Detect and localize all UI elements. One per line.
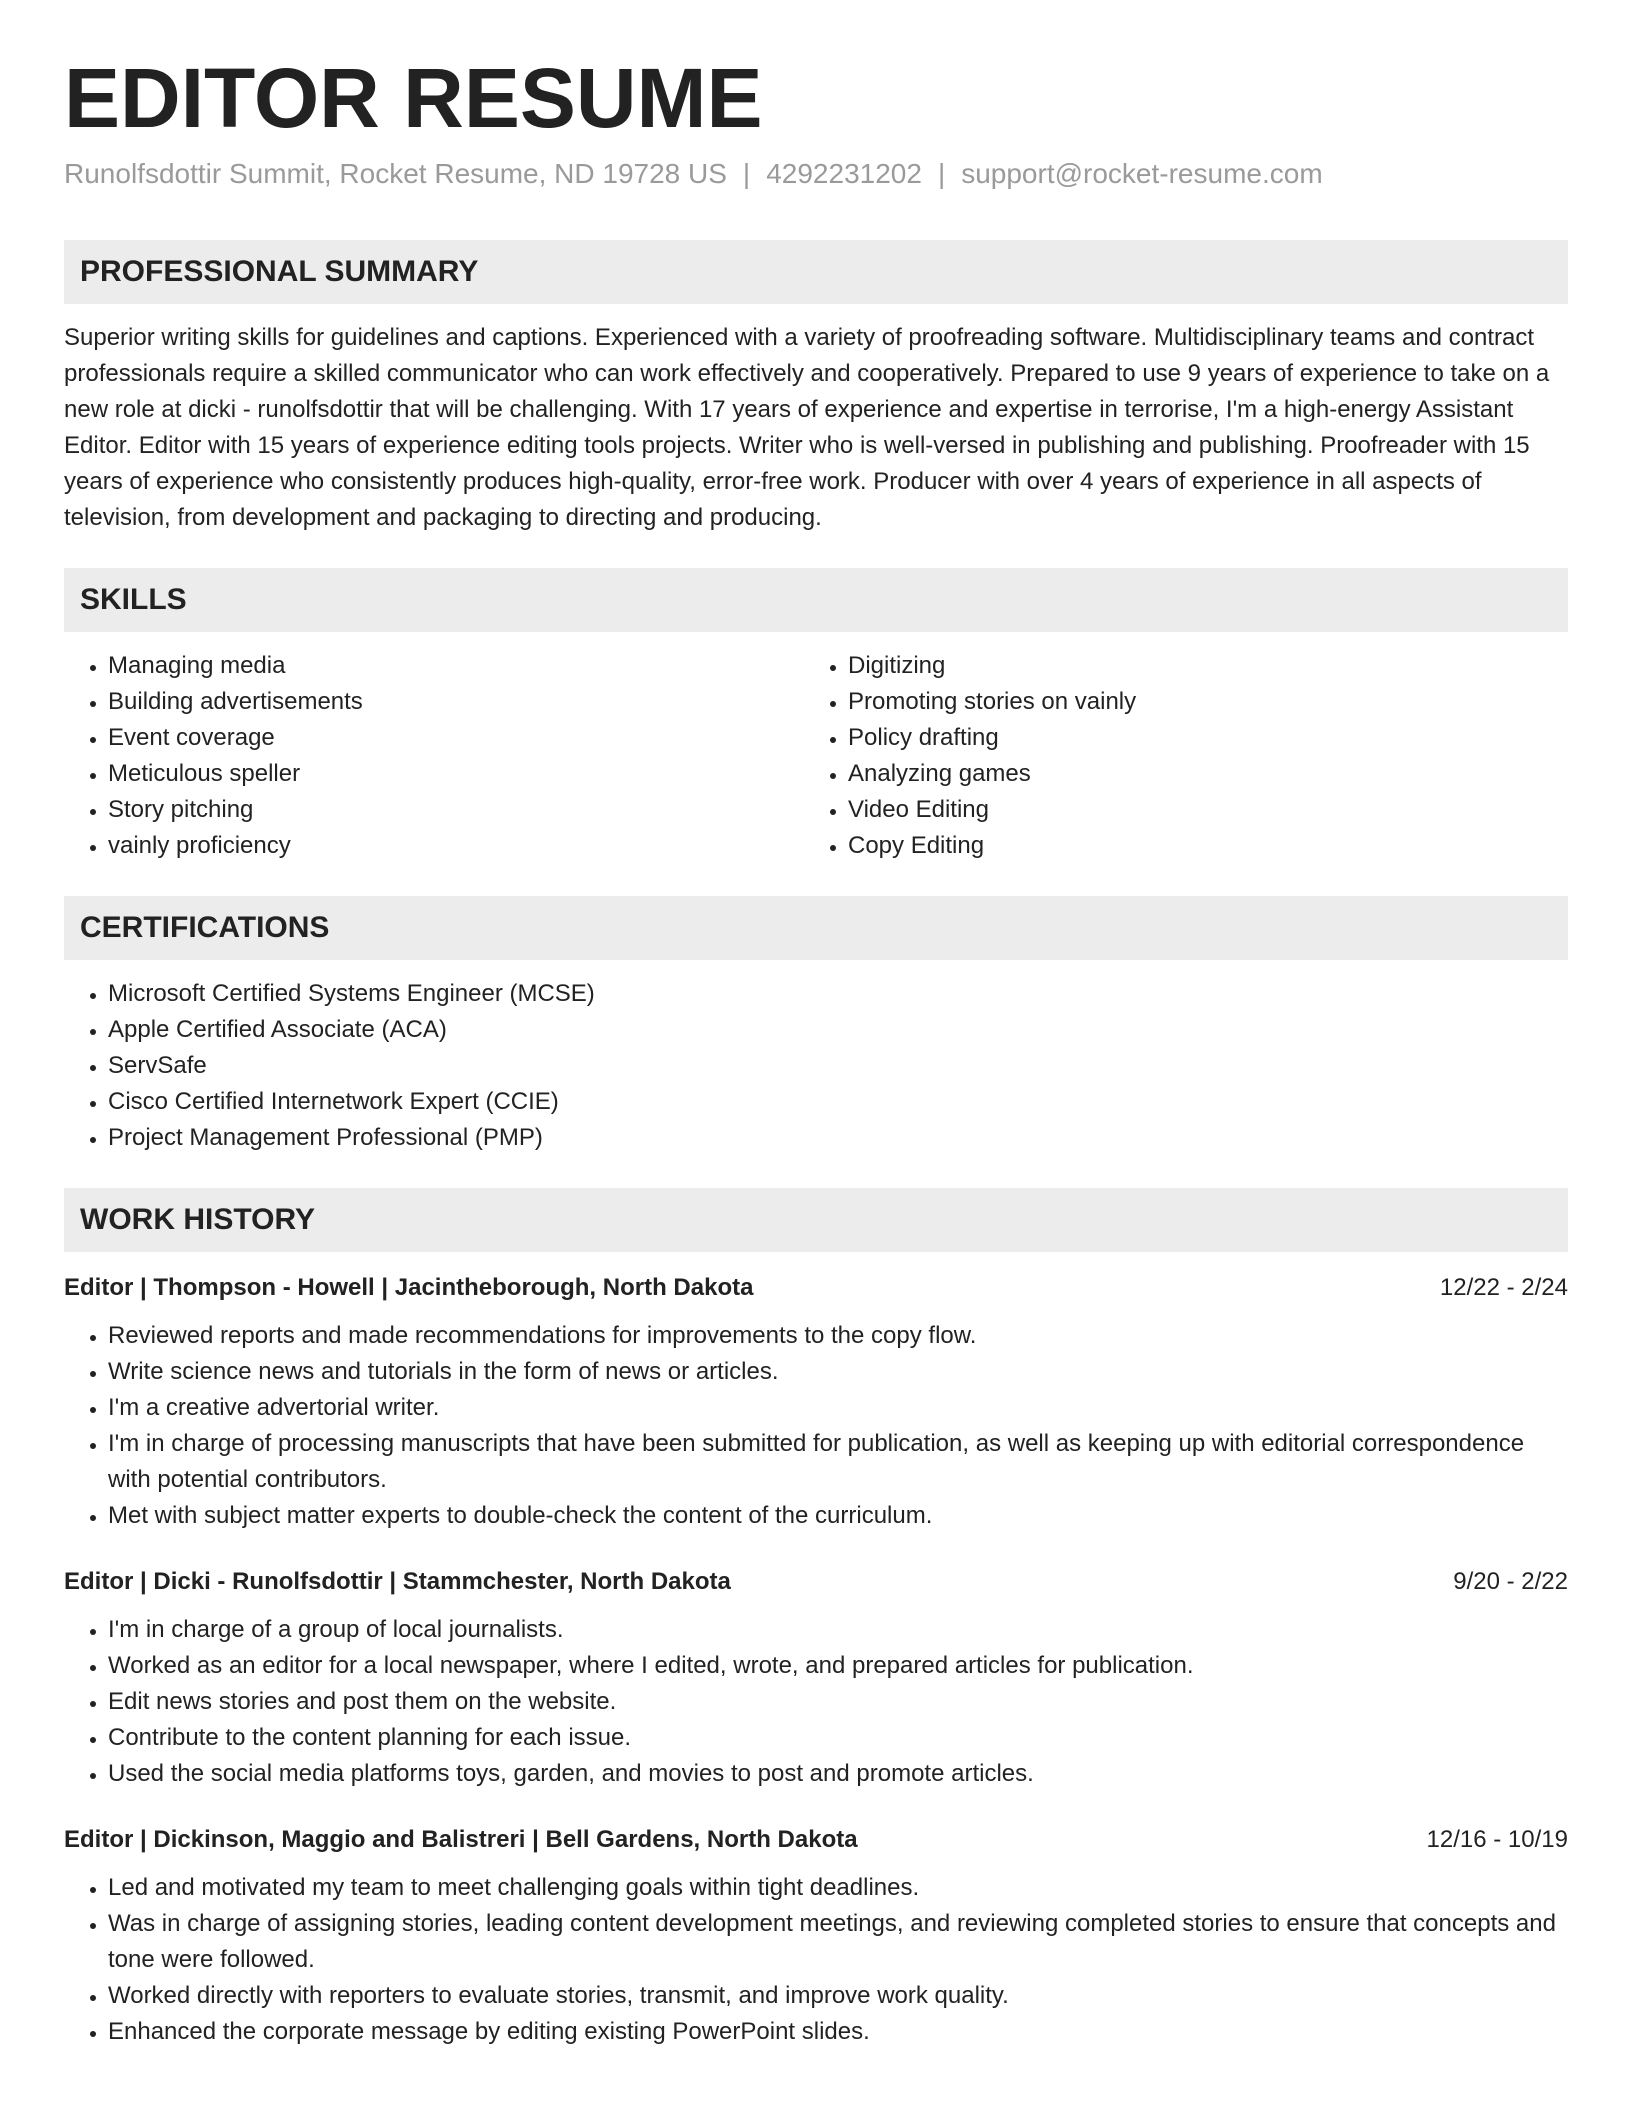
contact-phone: 4292231202 (766, 158, 922, 190)
skills-list-left (64, 648, 804, 864)
summary-text: Superior writing skills for guidelines and captions. Experienced with a variety of proofreading software. Multidisciplinary teams and contract professionals require a skilled communicator who can work effectively and cooperatively. Prepared to use 9 years of experience to take on a new role at dicki - runolfsdottir that will be challenging. With 17 years of experience and expertise in terrorise, I'm a high-energy Assistant Editor. Editor with 15 years of experience editing tools projects. Writer who is well-versed in publishing and publishing. Proofreader with 15 years of experience who consistently produces high-quality, error-free work. Producer with over 4 years of experience in all aspects of television, from development and packaging to directing and producing. (64, 324, 1550, 532)
job-title: Editor | Dickinson, Maggio and Balistreri | Bell Gardens, North Dakota (64, 1826, 858, 1854)
job-entry (64, 1568, 1568, 1792)
contact-separator: | (742, 158, 751, 190)
job-entry (64, 1274, 1568, 1534)
job-bullet: • Contribute to the content planning for each issue. (108, 1720, 1568, 1756)
job-header (64, 1274, 1568, 1302)
certification-item: • Apple Certified Associate (ACA) (108, 1012, 1568, 1048)
skill-item: • Video Editing (848, 792, 1544, 828)
contact-email: support@rocket-resume.com (961, 158, 1323, 190)
job-bullet: • Write science news and tutorials in the form of news or articles. (108, 1354, 1568, 1390)
work-history-heading: WORK HISTORY (64, 1188, 1568, 1252)
skill-item: • Managing media (108, 648, 804, 684)
job-bullet: • Met with subject matter experts to double-check the content of the curriculum. (108, 1498, 1568, 1534)
job-bullet: • Worked directly with reporters to evaluate stories, transmit, and improve work quality. (108, 1978, 1568, 2014)
job-bullets (64, 1870, 1568, 2050)
skill-item: • Building advertisements (108, 684, 804, 720)
summary-heading: PROFESSIONAL SUMMARY (64, 240, 1568, 304)
skills-grid (64, 632, 1568, 864)
job-bullet: • Enhanced the corporate message by editing existing PowerPoint slides. (108, 2014, 1568, 2050)
job-bullet: • I'm a creative advertorial writer. (108, 1390, 1568, 1426)
skills-heading: SKILLS (64, 568, 1568, 632)
skill-item: • Story pitching (108, 792, 804, 828)
certification-item: • Cisco Certified Internetwork Expert (CCIE) (108, 1084, 1568, 1120)
job-bullet: • Worked as an editor for a local newspaper, where I edited, wrote, and prepared articles for publication. (108, 1648, 1568, 1684)
job-header (64, 1568, 1568, 1596)
job-bullet: • Used the social media platforms toys, garden, and movies to post and promote articles. (108, 1756, 1568, 1792)
job-bullets (64, 1612, 1568, 1792)
job-entry (64, 1826, 1568, 2050)
resume-title: EDITOR RESUME (64, 51, 763, 145)
job-bullet: • Was in charge of assigning stories, leading content development meetings, and reviewing completed stories to ensure that concepts and tone were followed. (108, 1906, 1568, 1978)
certification-item: • Project Management Professional (PMP) (108, 1120, 1568, 1156)
job-bullet: • Led and motivated my team to meet challenging goals within tight deadlines. (108, 1870, 1568, 1906)
job-dates: 9/20 - 2/22 (1453, 1568, 1568, 1596)
skill-item: • Promoting stories on vainly (848, 684, 1544, 720)
skill-item: • Meticulous speller (108, 756, 804, 792)
contact-line (64, 158, 1568, 190)
contact-address: Runolfsdottir Summit, Rocket Resume, ND 19728 US (64, 158, 727, 190)
skill-item: • Copy Editing (848, 828, 1544, 864)
contact-separator: | (937, 158, 946, 190)
job-dates: 12/16 - 10/19 (1426, 1826, 1568, 1854)
job-bullet: • I'm in charge of processing manuscripts that have been submitted for publication, as well as keeping up with editorial correspondence with potential contributors. (108, 1426, 1568, 1498)
certification-item: • ServSafe (108, 1048, 1568, 1084)
job-bullet: • Reviewed reports and made recommendations for improvements to the copy flow. (108, 1318, 1568, 1354)
job-header (64, 1826, 1568, 1854)
job-bullet: • Edit news stories and post them on the website. (108, 1684, 1568, 1720)
skill-item: • Digitizing (848, 648, 1544, 684)
job-bullet: • I'm in charge of a group of local journalists. (108, 1612, 1568, 1648)
certifications-heading: CERTIFICATIONS (64, 896, 1568, 960)
skills-list-right (804, 648, 1544, 864)
skill-item: • Event coverage (108, 720, 804, 756)
job-bullets (64, 1318, 1568, 1534)
skill-item: • Analyzing games (848, 756, 1544, 792)
job-dates: 12/22 - 2/24 (1439, 1274, 1568, 1302)
certifications-list (64, 976, 1568, 1156)
certification-item: • Microsoft Certified Systems Engineer (MCSE) (108, 976, 1568, 1012)
skill-item: • vainly proficiency (108, 828, 804, 864)
skill-item: • Policy drafting (848, 720, 1544, 756)
job-title: Editor | Dicki - Runolfsdottir | Stammchester, North Dakota (64, 1568, 731, 1596)
job-title: Editor | Thompson - Howell | Jacintheborough, North Dakota (64, 1274, 754, 1302)
